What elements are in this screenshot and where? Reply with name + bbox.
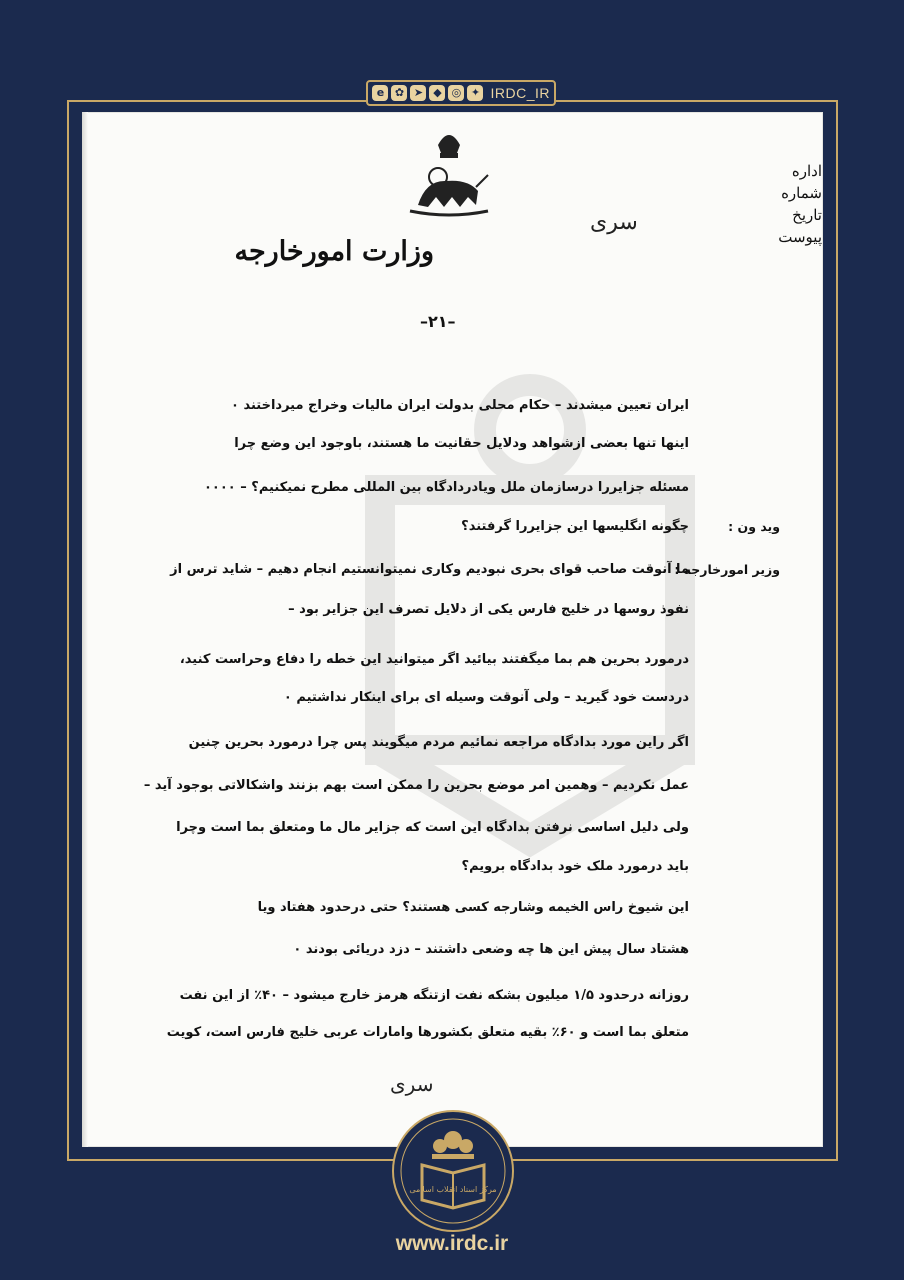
text-line: اگر راین مورد بدادگاه مراجعه نمائیم مردم میگویند پس چرا درمورد بحرین چنین — [188, 735, 689, 750]
social-handle[interactable]: IRDC_IR — [490, 85, 550, 101]
lion-and-sun-emblem — [408, 125, 490, 220]
instagram-icon[interactable]: ◎ — [448, 85, 464, 101]
text-line: باید درمورد ملک خود بدادگاه برویم؟ — [461, 859, 689, 874]
speaker-label-vidon: وید ون : — [728, 519, 780, 534]
text-line: هشتاد سال پیش این ها چه وضعی داشتند – دزد دریائی بودند ۰ — [293, 942, 689, 957]
irdc-logo[interactable] — [392, 1110, 514, 1232]
eitaa-icon[interactable]: e — [372, 85, 388, 101]
page-edge — [82, 112, 88, 1147]
text-line: دردست خود گیرید – ولی آنوقت وسیله ای برای اینکار نداشتیم ۰ — [283, 690, 689, 705]
classification-bottom: سری — [390, 1072, 434, 1096]
text-line: روزانه درحدود ۱/۵ میلیون بشکه نفت ازتنگه هرمز خارج میشود – ۴۰٪ از این نفت — [179, 988, 689, 1003]
ministry-title: وزارت امورخارجه — [234, 236, 434, 267]
text-line: نفوذ روسها در خلیج فارس یکی از دلایل تصرف این جزایر بود – — [288, 602, 689, 617]
meta-field-date: تاریخ — [792, 206, 822, 224]
meta-field-attachment: پیوست — [778, 228, 822, 246]
text-line: چگونه انگلیسها این جزایررا گرفتند؟ — [461, 519, 689, 534]
aparat-icon[interactable]: ✿ — [391, 85, 407, 101]
text-line: ما آنوقت صاحب قوای بحری نبودیم وکاری نمیتوانستیم انجام دهیم – شاید ترس از — [170, 562, 689, 577]
text-line: متعلق بما است و ۶۰٪ بقیه متعلق بکشورها وامارات عربی خلیج فارس است، کویت — [166, 1025, 689, 1040]
meta-fields — [762, 160, 822, 248]
text-line: این شیوخ راس الخیمه وشارجه کسی هستند؟ حتی درحدود هفتاد ویا — [257, 900, 689, 915]
logo-text: مرکز اسناد انقلاب اسلامی — [409, 1185, 497, 1194]
twitter-icon[interactable]: ✦ — [467, 85, 483, 101]
soroush-icon[interactable]: ◆ — [429, 85, 445, 101]
text-line: درمورد بحرین هم بما میگفتند بیائید اگر میتوانید این خطه را دفاع وحراست کنید، — [179, 652, 689, 667]
classification-top: سری — [590, 210, 638, 235]
text-line: ایران تعیین میشدند – حکام محلی بدولت ایران مالیات وخراج میرداختند ۰ — [230, 398, 689, 413]
social-bar — [366, 80, 556, 106]
speaker-label-foreign-minister: وزیر امورخارجه : — [674, 562, 780, 577]
telegram-icon[interactable]: ➤ — [410, 85, 426, 101]
meta-field-office: اداره — [791, 162, 822, 180]
text-line: ولی دلیل اساسی نرفتن بدادگاه این است که جزایر مال ما ومتعلق بما است وچرا — [176, 820, 689, 835]
website-link[interactable]: www.irdc.ir — [395, 1232, 509, 1255]
page-number: –۲۱– — [420, 312, 456, 331]
text-line: مسئله جزایررا درسازمان ملل ویادردادگاه بین المللی مطرح نمیکنیم؟ – ۰۰۰۰ — [204, 480, 689, 495]
text-line: اینها تنها بعضی ازشواهد ودلایل حقانیت ما هستند، باوجود این وضع چرا — [234, 436, 689, 451]
meta-field-number: شماره — [781, 184, 822, 202]
text-line: عمل نکردیم – وهمین امر موضع بحرین را ممکن است بهم بزنند واشکالاتی بوجود آید – — [143, 778, 689, 793]
